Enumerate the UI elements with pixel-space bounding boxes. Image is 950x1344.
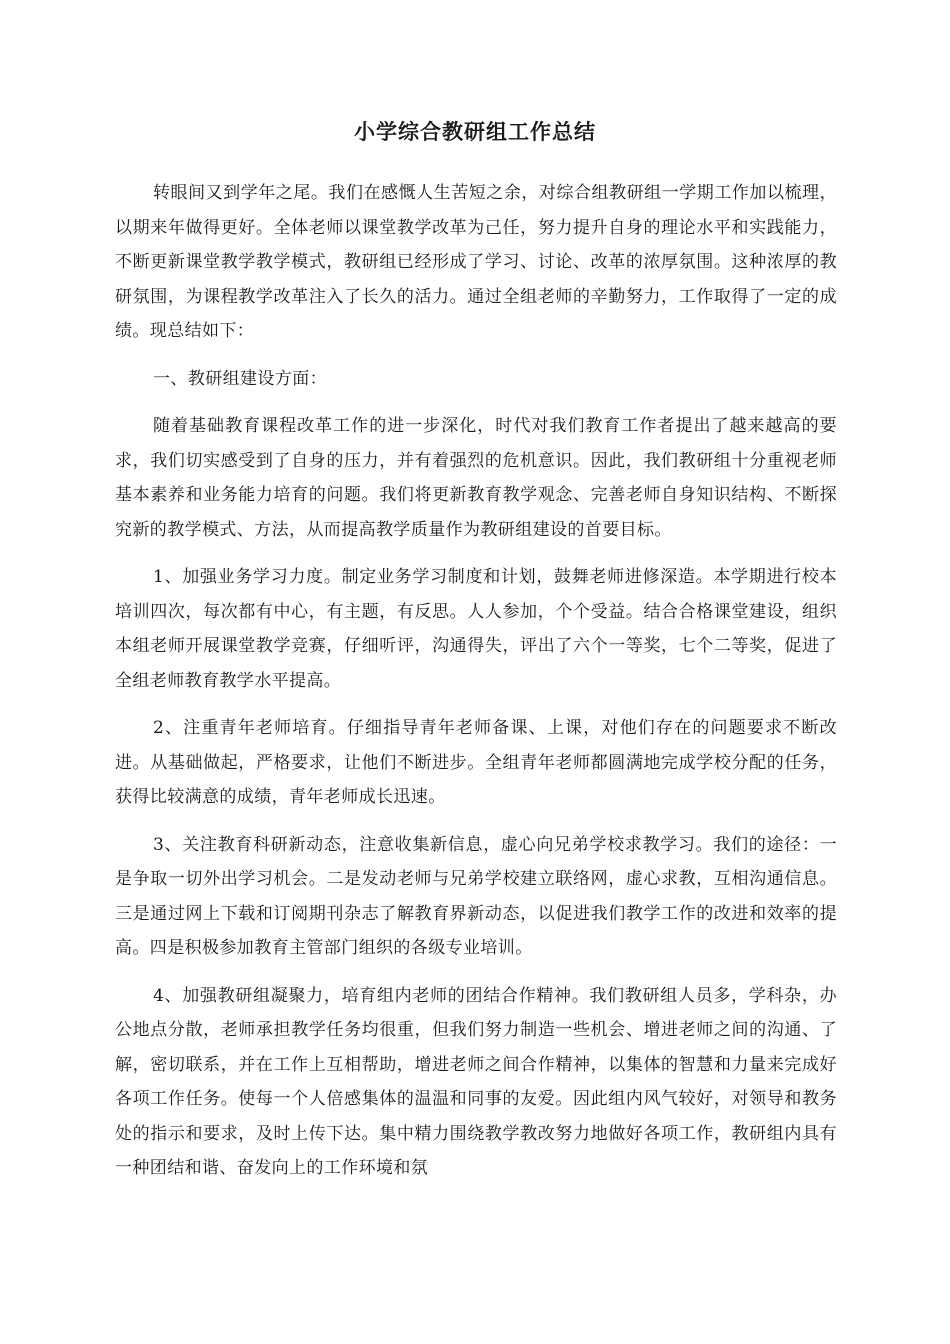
item-4-paragraph: 4、加强教研组凝聚力，培育组内老师的团结合作精神。我们教研组人员多，学科杂，办公地点分散，老师承担教学任务均很重，但我们努力制造一些机会、增进老师之间的沟通、了解，密切联系，并在工作上互相帮助，增进老师之间合作精神，以集体的智慧和力量来完成好各项工作任务。使每一个人倍感集体的温温和同事的友爱。因此组内风气较好，对领导和教务处的指示和要求，及时上传下达。集中精力围绕教学教改努力地做好各项工作，教研组内具有一种团结和谐、奋发向上的工作环境和氛 (115, 985, 837, 1178)
intro-paragraph: 转眼间又到学年之尾。我们在感慨人生苦短之余，对综合组教研组一学期工作加以梳理，以期来年做得更好。全体老师以课堂教学改革为己任，努力提升自身的理论水平和实践能力，不断更新课堂教学教学模式，教研组已经形成了学习、讨论、改革的浓厚氛围。这种浓厚的教研氛围，为课程教学改革注入了长久的活力。通过全组老师的辛勤努力，工作取得了一定的成绩。现总结如下： (115, 183, 837, 341)
item-2-paragraph: 2、注重青年老师培育。仔细指导青年老师备课、上课，对他们存在的问题要求不断改进。从基础做起，严格要求，让他们不断进步。全组青年老师都圆满地完成学校分配的任务，获得比较满意的成绩，青年老师成长迅速。 (115, 718, 837, 807)
document-title: 小学综合教研组工作总结 (354, 119, 596, 144)
item-1-paragraph: 1、加强业务学习力度。制定业务学习制度和计划，鼓舞老师进修深造。本学期进行校本培训四次，每次都有中心，有主题，有反思。人人参加，个个受益。结合合格课堂建设，组织本组老师开展课堂教学竞赛，仔细听评，沟通得失，评出了六个一等奖，七个二等奖，促进了全组老师教育教学水平提高。 (115, 567, 837, 691)
item-3-paragraph: 3、关注教育科研新动态，注意收集新信息，虚心向兄弟学校求教学习。我们的途径：一是争取一切外出学习机会。二是发动老师与兄弟学校建立联络网，虚心求教，互相沟通信息。三是通过网上下载和订阅期刊杂志了解教育界新动态，以促进我们教学工作的改进和效率的提高。四是积极参加教育主管部门组织的各级专业培训。 (115, 834, 837, 958)
document-body (115, 176, 837, 1199)
section-heading-1: 一、教研组建设方面： (153, 368, 327, 389)
section-1-paragraph: 随着基础教育课程改革工作的进一步深化，时代对我们教育工作者提出了越来越高的要求，我们切实感受到了自身的压力，并有着强烈的危机意识。因此，我们教研组十分重视老师基本素养和业务能力培育的问题。我们将更新教育教学观念、完善老师自身知识结构、不断探究新的教学模式、方法，从而提高教学质量作为教研组建设的首要目标。 (115, 416, 837, 540)
